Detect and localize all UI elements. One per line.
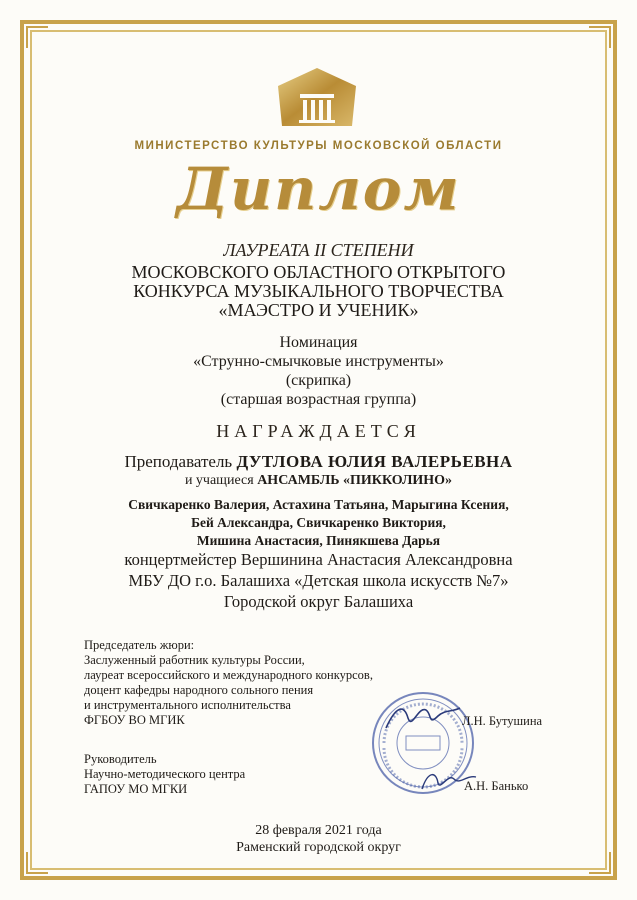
ministry-logo-icon xyxy=(272,64,362,136)
jury-line: Председатель жюри: xyxy=(84,638,195,652)
jury-line: доцент кафедры народного сольного пения xyxy=(84,683,314,697)
students-line: Мишина Анастасия, Пинякшева Дарья xyxy=(196,533,441,548)
jury-line: и инструментального исполнительства xyxy=(84,698,291,712)
jury-line: ФГБОУ ВО МГИК xyxy=(84,713,185,727)
accompanist-line: МБУ ДО г.о. Балашиха «Детская школа искусств №7» xyxy=(128,571,509,590)
head-line: Руководитель xyxy=(84,752,157,766)
jury-signer-name: Л.Н. Бутушина xyxy=(462,714,543,728)
date: 28 февраля 2021 года xyxy=(255,823,382,838)
accompanist-info xyxy=(0,549,637,612)
head-block xyxy=(84,752,245,797)
laureate-degree: ЛАУРЕАТА II СТЕПЕНИ xyxy=(223,240,414,260)
accompanist-line: концертмейстер Вершинина Анастасия Александровна xyxy=(124,550,513,569)
teacher-name: ДУТЛОВА ЮЛИЯ ВАЛЕРЬЕВНА xyxy=(236,452,513,471)
nomination-line: Номинация xyxy=(279,334,358,351)
head-signer-name: А.Н. Банько xyxy=(464,779,529,793)
ensemble-name: АНСАМБЛЬ «ПИККОЛИНО» xyxy=(257,473,453,488)
corner-ornament xyxy=(26,26,48,48)
nomination-line: «Струнно-смычковые инструменты» xyxy=(193,353,444,370)
place: Раменский городской округ xyxy=(236,840,401,855)
date-place xyxy=(0,822,637,856)
teacher-line xyxy=(0,452,637,472)
jury-line: лауреат всероссийского и международного конкурсов, xyxy=(84,668,373,682)
students-line: Бей Александра, Свичкаренко Виктория, xyxy=(191,515,446,530)
contest-line: МОСКОВСКОГО ОБЛАСТНОГО ОТКРЫТОГО xyxy=(131,262,506,282)
head-line: Научно-методического центра xyxy=(84,767,246,781)
contest-line: «МАЭСТРО И УЧЕНИК» xyxy=(218,300,419,320)
awarded-heading: НАГРАЖДАЕТСЯ xyxy=(216,421,421,441)
nomination-line: (скрипка) xyxy=(285,372,352,389)
students-line: Свичкаренко Валерия, Астахина Татьяна, Марыгина Ксения, xyxy=(128,497,509,512)
jury-chair-block xyxy=(84,638,373,728)
corner-ornament xyxy=(589,26,611,48)
contest-name xyxy=(0,263,637,320)
diploma-title: Диплом xyxy=(176,155,461,223)
pupils-line xyxy=(0,473,637,489)
head-line: ГАПОУ МО МГКИ xyxy=(84,782,188,796)
contest-line: КОНКУРСА МУЗЫКАЛЬНОГО ТВОРЧЕСТВА xyxy=(133,281,504,301)
ministry-name: МИНИСТЕРСТВО КУЛЬТУРЫ МОСКОВСКОЙ ОБЛАСТИ xyxy=(134,140,503,152)
nomination xyxy=(0,333,637,409)
signature-icon xyxy=(382,700,462,734)
accompanist-line: Городской округ Балашиха xyxy=(223,592,414,611)
pupils-prefix: и учащиеся xyxy=(184,473,254,488)
students-list xyxy=(0,496,637,550)
jury-line: Заслуженный работник культуры России, xyxy=(84,653,305,667)
teacher-prefix: Преподаватель xyxy=(124,452,233,471)
nomination-line: (старшая возрастная группа) xyxy=(220,391,417,408)
